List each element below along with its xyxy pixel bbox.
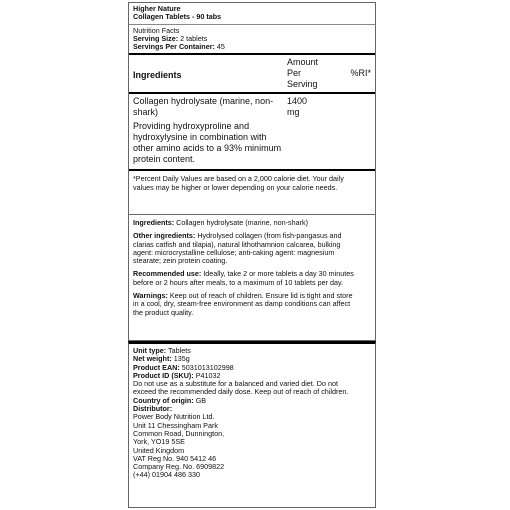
distributor-line: Unit 11 Chessingham Park	[133, 420, 218, 430]
product-ean-label: Product EAN:	[133, 362, 180, 372]
ingredient-amount-line: mg	[287, 107, 300, 118]
other-ingredients-line: stearate; zein protein coating.	[133, 256, 228, 266]
distributor-line: Power Body Nutrition Ltd.	[133, 412, 215, 422]
net-weight-label: Net weight:	[133, 354, 172, 364]
footnote-line: values may be higher or lower depending on your calorie needs.	[133, 182, 338, 192]
recommended-use-line: Ideally, take 2 or more tablets a day 30 minutes	[203, 269, 354, 279]
other-ingredients-line: agent: microcrystalline cellulose; anti-caking agent: magnesium	[133, 247, 335, 257]
recommended-use-label: Recommended use:	[133, 269, 202, 279]
country-value: GB	[195, 395, 207, 405]
serving-info	[129, 25, 375, 54]
warnings-line: Keep out of reach of children. Ensure lid is tight and store	[169, 291, 353, 301]
ingredient-details-panel	[128, 214, 376, 341]
other-ingredients-paragraph	[133, 232, 371, 265]
servings-label: Servings Per Container:	[133, 42, 215, 52]
net-weight-value: 135g	[173, 354, 190, 364]
ingredients-label: Ingredients:	[133, 218, 175, 227]
product-info-content	[129, 344, 375, 482]
product-name: Collagen Tablets - 90 tabs	[133, 12, 222, 22]
other-ingredients-label: Other ingredients:	[133, 231, 196, 241]
distributor-line: (+44) 01904 486 330	[133, 470, 200, 480]
warnings-paragraph	[133, 292, 371, 317]
description-line: protein content.	[133, 154, 196, 165]
daily-values-footnote	[129, 171, 375, 194]
unit-type-label: Unit type:	[133, 346, 167, 355]
amount-header	[287, 57, 345, 90]
ingredients-header-row	[129, 55, 375, 90]
ingredient-row	[129, 94, 375, 120]
distributor-line: United Kingdom	[133, 445, 185, 455]
servings-value: 45	[216, 42, 225, 52]
description-line: other amino acids to a 93% minimum	[133, 143, 282, 154]
distributor-line: York, YO19 5SE	[133, 437, 185, 447]
product-header	[129, 3, 375, 24]
product-ean-value: 5031013102998	[181, 362, 234, 372]
other-ingredients-line: clarias catfish and tilapia), natural lithothamnion calcarea, bulking	[133, 239, 341, 249]
ingredient-name	[133, 96, 287, 118]
ri-header: %RI*	[350, 68, 371, 79]
warnings-line: the product quality.	[133, 307, 194, 317]
amount-header-line: Serving	[287, 79, 318, 90]
unit-type-value: Tablets	[168, 346, 191, 355]
notice-line: Do not use as a substitute for a balanced and varied diet. Do not	[133, 379, 338, 389]
product-sku-value: P41032	[195, 370, 221, 380]
ingredient-name-line: Collagen hydrolysate (marine, non-	[133, 96, 274, 107]
warnings-label: Warnings:	[133, 291, 168, 301]
recommended-use-line: before or 2 hours after meals, to a maximum of 10 tablets per day.	[133, 277, 344, 287]
description-line: hydroxylysine in combination with	[133, 132, 267, 143]
notice-line: exceed the recommended daily dose. Keep out of reach of children.	[133, 387, 349, 397]
ingredient-amount-line: 1400	[287, 96, 308, 107]
serving-size-label: Serving Size:	[133, 33, 179, 43]
other-ingredients-line: Hydrolysed collagen (from fish-pangasus and	[197, 231, 342, 241]
ingredient-amount	[287, 96, 371, 118]
distributor-line: VAT Reg No. 940 5412 46	[133, 453, 217, 463]
ingredients-paragraph	[133, 219, 371, 227]
distributor-label: Distributor:	[133, 404, 173, 414]
description-line: Providing hydroxyproline and	[133, 121, 250, 132]
recommended-use-paragraph	[133, 270, 371, 287]
nutrition-facts-title: Nutrition Facts	[133, 25, 180, 35]
details-content	[129, 215, 375, 324]
footnote-line: *Percent Daily Values are based on a 2,000 calorie diet. Your daily	[133, 174, 344, 184]
ingredient-name-line: shark)	[133, 107, 159, 118]
distributor-line: Common Road, Dunnington,	[133, 428, 225, 438]
ingredients-value: Collagen hydrolysate (marine, non-shark)	[176, 218, 308, 227]
distributor-line: Company Reg. No. 6909822	[133, 462, 225, 472]
brand-name: Higher Nature	[133, 4, 181, 13]
serving-size-value: 2 tablets	[180, 33, 208, 43]
ingredients-heading: Ingredients	[133, 70, 182, 81]
country-label: Country of origin:	[133, 395, 194, 405]
product-sku-label: Product ID (SKU):	[133, 370, 194, 380]
ingredient-description	[129, 120, 375, 169]
amount-header-line: Amount	[287, 57, 319, 68]
amount-header-line: Per	[287, 68, 302, 79]
warnings-line: in a cool, dry, steam-free environment as damp conditions can affect	[133, 299, 351, 309]
product-info-panel	[128, 341, 376, 508]
nutrition-facts-panel	[128, 2, 376, 215]
